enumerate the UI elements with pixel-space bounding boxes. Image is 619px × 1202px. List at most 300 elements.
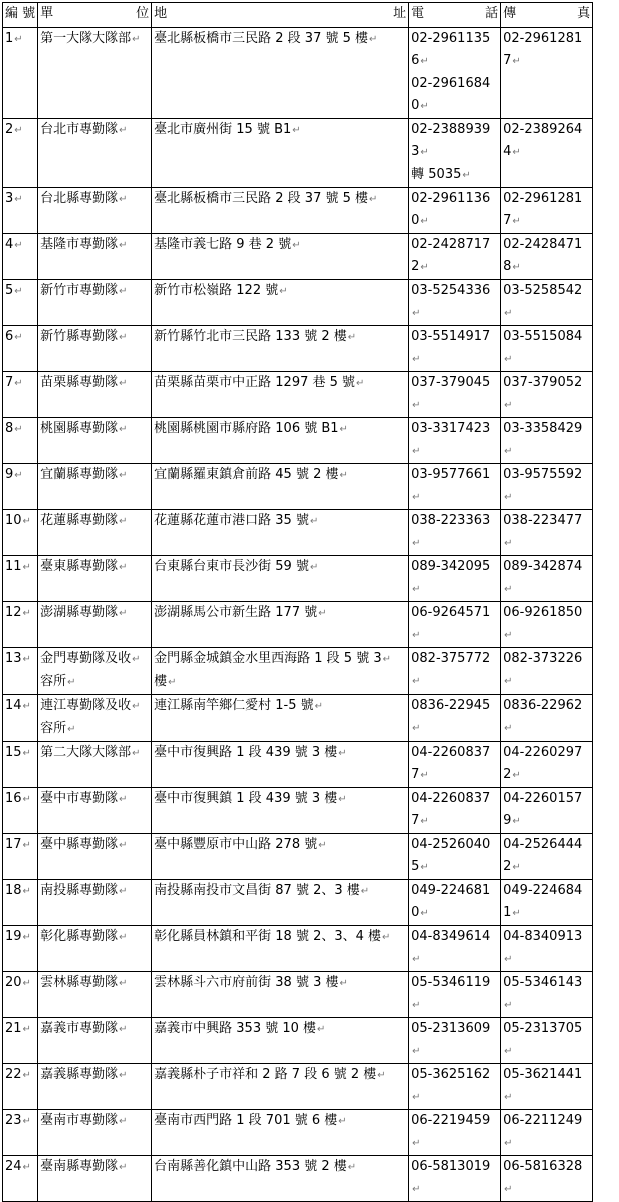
return-mark-icon: ↵ — [14, 194, 23, 205]
return-mark-icon: ↵ — [412, 308, 421, 319]
cell-telephone-line — [411, 326, 498, 371]
cell-fax-line — [503, 119, 590, 164]
cell-fax-line — [503, 926, 590, 971]
cell-address-line — [154, 1064, 406, 1087]
return-mark-icon: ↵ — [356, 378, 365, 389]
cell-address-line — [154, 602, 406, 625]
cell-telephone-text: 02-29611356 — [411, 31, 491, 68]
cell-address-text: 臺北縣板橋市三民路 2 段 37 號 5 樓 — [154, 31, 369, 46]
return-mark-icon: ↵ — [420, 816, 429, 827]
cell-unit-text: 宜蘭縣專勤隊 — [40, 467, 119, 482]
cell-fax-text: 06-2211249 — [503, 1113, 583, 1128]
return-mark-icon: ↵ — [22, 1024, 31, 1035]
header-telephone-char-2: 話 — [485, 6, 499, 21]
cell-address — [152, 1110, 409, 1156]
cell-telephone — [409, 556, 501, 602]
cell-fax-text: 089-342874 — [503, 559, 583, 574]
cell-address-line — [154, 1110, 406, 1133]
return-mark-icon: ↵ — [338, 794, 347, 805]
cell-address-text: 台東縣台東市長沙街 59 號 — [154, 559, 309, 574]
cell-fax — [501, 556, 593, 602]
cell-telephone-line — [411, 1156, 498, 1201]
cell-unit — [38, 1018, 152, 1064]
cell-fax — [501, 1064, 593, 1110]
cell-unit — [38, 326, 152, 372]
cell-fax-text: 02-23892644 — [503, 122, 583, 159]
return-mark-icon: ↵ — [512, 862, 521, 873]
cell-address — [152, 188, 409, 234]
cell-telephone — [409, 464, 501, 510]
cell-address — [152, 1018, 409, 1064]
cell-telephone — [409, 280, 501, 326]
cell-fax-text: 04-8340913 — [503, 929, 583, 944]
cell-unit — [38, 880, 152, 926]
cell-telephone-text: 02-29611360 — [411, 191, 491, 228]
cell-telephone-text: 082-375772 — [411, 651, 491, 666]
cell-address — [152, 880, 409, 926]
cell-address — [152, 926, 409, 972]
return-mark-icon: ↵ — [119, 562, 128, 573]
cell-telephone-line — [411, 418, 498, 463]
return-mark-icon: ↵ — [420, 262, 429, 273]
cell-number-text: 8 — [5, 421, 14, 436]
header-address-char-2: 址 — [393, 6, 407, 21]
cell-telephone-line — [411, 73, 498, 118]
cell-telephone-text: 049-2246810 — [411, 883, 491, 920]
cell-telephone-text: 06-2219459 — [411, 1113, 491, 1128]
cell-number — [3, 1110, 38, 1156]
cell-address-text: 桃園縣桃園市縣府路 106 號 B1 — [154, 421, 339, 436]
cell-telephone-text: 03-3317423 — [411, 421, 491, 436]
return-mark-icon: ↵ — [420, 147, 429, 158]
table-row — [3, 1018, 593, 1064]
return-mark-icon: ↵ — [382, 654, 392, 665]
cell-unit-text: 基隆市專勤隊 — [40, 237, 119, 252]
table-row — [3, 648, 593, 695]
cell-telephone-line — [411, 1110, 498, 1155]
cell-telephone-line — [411, 556, 498, 601]
cell-telephone — [409, 418, 501, 464]
cell-number — [3, 926, 38, 972]
cell-unit-text: 台北縣專勤隊 — [40, 191, 119, 206]
return-mark-icon: ↵ — [338, 1116, 347, 1127]
return-mark-icon: ↵ — [119, 424, 128, 435]
cell-fax-line — [503, 372, 590, 417]
cell-fax — [501, 834, 593, 880]
return-mark-icon: ↵ — [22, 701, 31, 712]
header-fax-char-2: 真 — [577, 6, 591, 21]
cell-number — [3, 695, 38, 742]
cell-number-text: 24 — [5, 1159, 22, 1174]
cell-number-text: 12 — [5, 605, 22, 620]
cell-unit-text: 新竹縣專勤隊 — [40, 329, 119, 344]
cell-number-text: 10 — [5, 513, 22, 528]
cell-telephone-text: 03-5254336 — [411, 283, 491, 298]
header-number — [3, 3, 38, 28]
cell-unit-line — [40, 556, 149, 579]
cell-unit-text: 臺中市專勤隊 — [40, 791, 119, 806]
cell-fax-line — [503, 695, 590, 740]
cell-fax — [501, 418, 593, 464]
return-mark-icon: ↵ — [119, 125, 128, 136]
cell-telephone-text: 03-9577661 — [411, 467, 491, 482]
cell-fax-line — [503, 1018, 590, 1063]
cell-fax — [501, 602, 593, 648]
cell-unit-line — [40, 234, 149, 257]
return-mark-icon: ↵ — [119, 1162, 128, 1173]
return-mark-icon: ↵ — [412, 1138, 421, 1149]
cell-telephone-text: 05-5346119 — [411, 975, 491, 990]
cell-address-line — [154, 119, 406, 142]
cell-telephone-text: 02-29616840 — [411, 76, 491, 113]
cell-fax — [501, 464, 593, 510]
cell-fax-line — [503, 510, 590, 555]
cell-number — [3, 280, 38, 326]
return-mark-icon: ↵ — [382, 932, 391, 943]
cell-address-line — [154, 510, 406, 533]
header-fax-char-1: 傳 — [503, 6, 517, 21]
cell-fax-text: 04-22602972 — [503, 745, 583, 782]
cell-unit-text: 苗栗縣專勤隊 — [40, 375, 119, 390]
cell-unit-text: 澎湖縣專勤隊 — [40, 605, 119, 620]
cell-number — [3, 556, 38, 602]
cell-number — [3, 372, 38, 418]
cell-telephone-text: 04-22608377 — [411, 791, 491, 828]
cell-telephone — [409, 1018, 501, 1064]
cell-fax — [501, 234, 593, 280]
return-mark-icon: ↵ — [119, 194, 128, 205]
return-mark-icon: ↵ — [504, 1000, 513, 1011]
return-mark-icon: ↵ — [119, 1070, 128, 1081]
cell-telephone-text: 0836-22945 — [411, 698, 491, 713]
cell-unit-line — [40, 671, 149, 694]
cell-telephone — [409, 972, 501, 1018]
cell-telephone-text: 037-379045 — [411, 375, 491, 390]
cell-address-line — [154, 1156, 406, 1179]
cell-address-text: 基隆市義七路 9 巷 2 號 — [154, 237, 292, 252]
table-row — [3, 695, 593, 742]
cell-unit-text: 臺中縣專勤隊 — [40, 837, 119, 852]
cell-unit-line — [40, 742, 149, 765]
return-mark-icon: ↵ — [14, 378, 23, 389]
cell-fax-text: 06-5816328 — [503, 1159, 583, 1174]
cell-number-text: 16 — [5, 791, 22, 806]
cell-unit-text: 第二大隊大隊部 — [40, 745, 132, 760]
cell-unit — [38, 648, 152, 695]
return-mark-icon: ↵ — [318, 840, 327, 851]
cell-address-line — [154, 671, 406, 694]
return-mark-icon: ↵ — [512, 216, 521, 227]
table-row — [3, 1064, 593, 1110]
cell-unit — [38, 972, 152, 1018]
cell-telephone — [409, 926, 501, 972]
cell-address-line — [154, 788, 406, 811]
cell-number — [3, 1156, 38, 1202]
cell-address-text: 新竹市松嶺路 122 號 — [154, 283, 279, 298]
cell-telephone-line — [411, 234, 498, 279]
return-mark-icon: ↵ — [132, 701, 141, 712]
cell-unit-text: 桃園縣專勤隊 — [40, 421, 119, 436]
return-mark-icon: ↵ — [22, 978, 31, 989]
cell-unit-line — [40, 1110, 149, 1133]
cell-fax-text: 04-25264442 — [503, 837, 583, 874]
cell-telephone-line — [411, 28, 498, 73]
return-mark-icon: ↵ — [339, 978, 348, 989]
return-mark-icon: ↵ — [22, 840, 31, 851]
cell-address — [152, 280, 409, 326]
cell-telephone-line — [411, 972, 498, 1017]
return-mark-icon: ↵ — [412, 538, 421, 549]
table-header-row — [3, 3, 593, 28]
return-mark-icon: ↵ — [14, 332, 23, 343]
cell-number-text: 7 — [5, 375, 14, 390]
cell-fax-text: 02-29612817 — [503, 31, 583, 68]
cell-address — [152, 695, 409, 742]
return-mark-icon: ↵ — [504, 584, 513, 595]
return-mark-icon: ↵ — [420, 56, 429, 67]
cell-telephone-line — [411, 834, 498, 879]
return-mark-icon: ↵ — [22, 608, 31, 619]
cell-address-line — [154, 926, 406, 949]
cell-address-text: 澎湖縣馬公市新生路 177 號 — [154, 605, 318, 620]
cell-fax-line — [503, 648, 590, 693]
cell-telephone-text: 06-5813019 — [411, 1159, 491, 1174]
return-mark-icon: ↵ — [22, 794, 31, 805]
cell-unit-text: 金門專勤隊及收 — [40, 651, 132, 666]
return-mark-icon: ↵ — [420, 216, 429, 227]
cell-telephone — [409, 326, 501, 372]
return-mark-icon: ↵ — [338, 748, 347, 759]
cell-fax — [501, 788, 593, 834]
cell-fax-text: 04-22601579 — [503, 791, 583, 828]
cell-telephone — [409, 880, 501, 926]
return-mark-icon: ↵ — [317, 1024, 326, 1035]
cell-unit-line — [40, 418, 149, 441]
agency-contact-table — [2, 2, 593, 1202]
cell-telephone-text: 06-9264571 — [411, 605, 491, 620]
return-mark-icon: ↵ — [339, 424, 348, 435]
return-mark-icon: ↵ — [412, 1092, 421, 1103]
return-mark-icon: ↵ — [119, 470, 128, 481]
cell-telephone-line — [411, 280, 498, 325]
cell-address-line — [154, 418, 406, 441]
cell-fax-text: 03-9575592 — [503, 467, 583, 482]
return-mark-icon: ↵ — [119, 840, 128, 851]
table-row — [3, 602, 593, 648]
cell-number-text: 19 — [5, 929, 22, 944]
cell-unit-line — [40, 372, 149, 395]
cell-unit-line — [40, 1018, 149, 1041]
cell-fax-line — [503, 602, 590, 647]
return-mark-icon: ↵ — [22, 748, 31, 759]
cell-fax-line — [503, 234, 590, 279]
cell-number-text: 14 — [5, 698, 22, 713]
return-mark-icon: ↵ — [14, 125, 23, 136]
cell-telephone — [409, 602, 501, 648]
return-mark-icon: ↵ — [504, 1138, 513, 1149]
cell-fax-line — [503, 1064, 590, 1109]
cell-number-text: 5 — [5, 283, 14, 298]
header-telephone-char-1: 電 — [411, 6, 425, 21]
return-mark-icon: ↵ — [132, 654, 141, 665]
table-row — [3, 926, 593, 972]
cell-telephone-text: 03-5514917 — [411, 329, 491, 344]
cell-unit-line — [40, 926, 149, 949]
cell-telephone-line — [411, 1018, 498, 1063]
cell-fax-line — [503, 834, 590, 879]
cell-telephone-line — [411, 602, 498, 647]
return-mark-icon: ↵ — [119, 608, 128, 619]
return-mark-icon: ↵ — [504, 354, 513, 365]
cell-address — [152, 234, 409, 280]
cell-address-text: 臺北市廣州街 15 號 B1 — [154, 122, 292, 137]
cell-unit — [38, 695, 152, 742]
cell-unit-line — [40, 788, 149, 811]
cell-telephone-text: 轉 5035 — [411, 167, 462, 182]
cell-fax — [501, 510, 593, 556]
cell-fax-line — [503, 28, 590, 73]
return-mark-icon: ↵ — [22, 654, 31, 665]
cell-address — [152, 742, 409, 788]
cell-number — [3, 834, 38, 880]
cell-unit — [38, 1156, 152, 1202]
cell-address — [152, 648, 409, 695]
return-mark-icon: ↵ — [119, 1024, 128, 1035]
cell-unit-line — [40, 602, 149, 625]
cell-address-text: 臺中縣豐原市中山路 278 號 — [154, 837, 318, 852]
cell-address — [152, 119, 409, 188]
cell-number — [3, 880, 38, 926]
cell-unit-text: 第一大隊大隊部 — [40, 31, 132, 46]
return-mark-icon: ↵ — [412, 676, 421, 687]
cell-number — [3, 188, 38, 234]
return-mark-icon: ↵ — [412, 1000, 421, 1011]
cell-number — [3, 418, 38, 464]
return-mark-icon: ↵ — [412, 723, 421, 734]
cell-telephone-line — [411, 788, 498, 833]
cell-number-text: 2 — [5, 122, 14, 137]
cell-address-text: 臺北縣板橋市三民路 2 段 37 號 5 樓 — [154, 191, 369, 206]
cell-fax — [501, 1018, 593, 1064]
cell-unit-text: 嘉義市專勤隊 — [40, 1021, 119, 1036]
cell-number-text: 18 — [5, 883, 22, 898]
cell-fax-line — [503, 880, 590, 925]
cell-telephone-text: 02-24287172 — [411, 237, 491, 274]
return-mark-icon: ↵ — [168, 677, 177, 688]
cell-unit-line — [40, 188, 149, 211]
table-row — [3, 119, 593, 188]
header-address-char-1: 地 — [154, 6, 168, 21]
return-mark-icon: ↵ — [314, 701, 324, 712]
cell-number-text: 23 — [5, 1113, 22, 1128]
cell-address-text: 花蓮縣花蓮市港口路 35 號 — [154, 513, 309, 528]
cell-address — [152, 556, 409, 602]
cell-address-text: 新竹縣竹北市三民路 133 號 2 樓 — [154, 329, 347, 344]
cell-address-line — [154, 372, 406, 395]
cell-fax — [501, 742, 593, 788]
cell-fax — [501, 1110, 593, 1156]
cell-unit-line — [40, 28, 149, 51]
return-mark-icon: ↵ — [512, 770, 521, 781]
cell-fax-line — [503, 556, 590, 601]
cell-telephone-line — [411, 188, 498, 233]
cell-address — [152, 418, 409, 464]
cell-fax-text: 0836-22962 — [503, 698, 583, 713]
cell-fax — [501, 188, 593, 234]
cell-unit — [38, 418, 152, 464]
cell-fax-line — [503, 188, 590, 233]
cell-address-text: 苗栗縣苗栗市中正路 1297 巷 5 號 — [154, 375, 356, 390]
return-mark-icon: ↵ — [347, 1162, 357, 1173]
cell-address-line — [154, 648, 406, 671]
cell-telephone-line — [411, 1064, 498, 1109]
return-mark-icon: ↵ — [504, 446, 513, 457]
cell-telephone-text: 04-22608377 — [411, 745, 491, 782]
return-mark-icon: ↵ — [119, 978, 128, 989]
cell-telephone-text: 04-25260405 — [411, 837, 491, 874]
cell-fax — [501, 372, 593, 418]
cell-address-line — [154, 1018, 406, 1041]
return-mark-icon: ↵ — [67, 677, 76, 688]
cell-number — [3, 742, 38, 788]
cell-fax-text: 03-5258542 — [503, 283, 583, 298]
cell-number — [3, 28, 38, 119]
return-mark-icon: ↵ — [504, 723, 513, 734]
cell-fax-text: 05-3621441 — [503, 1067, 583, 1082]
cell-fax — [501, 28, 593, 119]
cell-telephone-text: 04-8349614 — [411, 929, 491, 944]
cell-telephone-line — [411, 648, 498, 693]
cell-address-text: 南投縣南投市文昌街 87 號 2、3 樓 — [154, 883, 360, 898]
cell-fax-line — [503, 788, 590, 833]
cell-address-text: 嘉義市中興路 353 號 10 樓 — [154, 1021, 317, 1036]
cell-unit-line — [40, 280, 149, 303]
cell-address-line — [154, 742, 406, 765]
return-mark-icon: ↵ — [504, 538, 513, 549]
return-mark-icon: ↵ — [504, 676, 513, 687]
return-mark-icon: ↵ — [512, 908, 521, 919]
return-mark-icon: ↵ — [132, 748, 141, 759]
return-mark-icon: ↵ — [119, 794, 128, 805]
return-mark-icon: ↵ — [512, 147, 521, 158]
cell-number — [3, 234, 38, 280]
cell-telephone — [409, 648, 501, 695]
cell-fax-text: 02-24284718 — [503, 237, 583, 274]
cell-fax-text: 038-223477 — [503, 513, 583, 528]
cell-address-text: 臺中市復興鎮 1 段 439 號 3 樓 — [154, 791, 338, 806]
cell-fax-line — [503, 972, 590, 1017]
cell-telephone-line — [411, 372, 498, 417]
cell-fax-line — [503, 326, 590, 371]
cell-telephone-text: 05-2313609 — [411, 1021, 491, 1036]
cell-address — [152, 834, 409, 880]
cell-address — [152, 510, 409, 556]
cell-unit — [38, 464, 152, 510]
cell-unit-line — [40, 510, 149, 533]
return-mark-icon: ↵ — [22, 1162, 31, 1173]
cell-number — [3, 602, 38, 648]
return-mark-icon: ↵ — [309, 562, 319, 573]
return-mark-icon: ↵ — [360, 886, 370, 897]
cell-address — [152, 1064, 409, 1110]
cell-telephone-line — [411, 742, 498, 787]
cell-address-text: 連江縣南竿鄉仁愛村 1-5 號 — [154, 698, 314, 713]
cell-address-text: 嘉義縣朴子市祥和 2 路 7 段 6 號 2 樓 — [154, 1067, 377, 1082]
cell-address-line — [154, 280, 406, 303]
cell-unit-text: 台北市專勤隊 — [40, 122, 119, 137]
return-mark-icon: ↵ — [462, 170, 471, 181]
cell-number-text: 21 — [5, 1021, 22, 1036]
